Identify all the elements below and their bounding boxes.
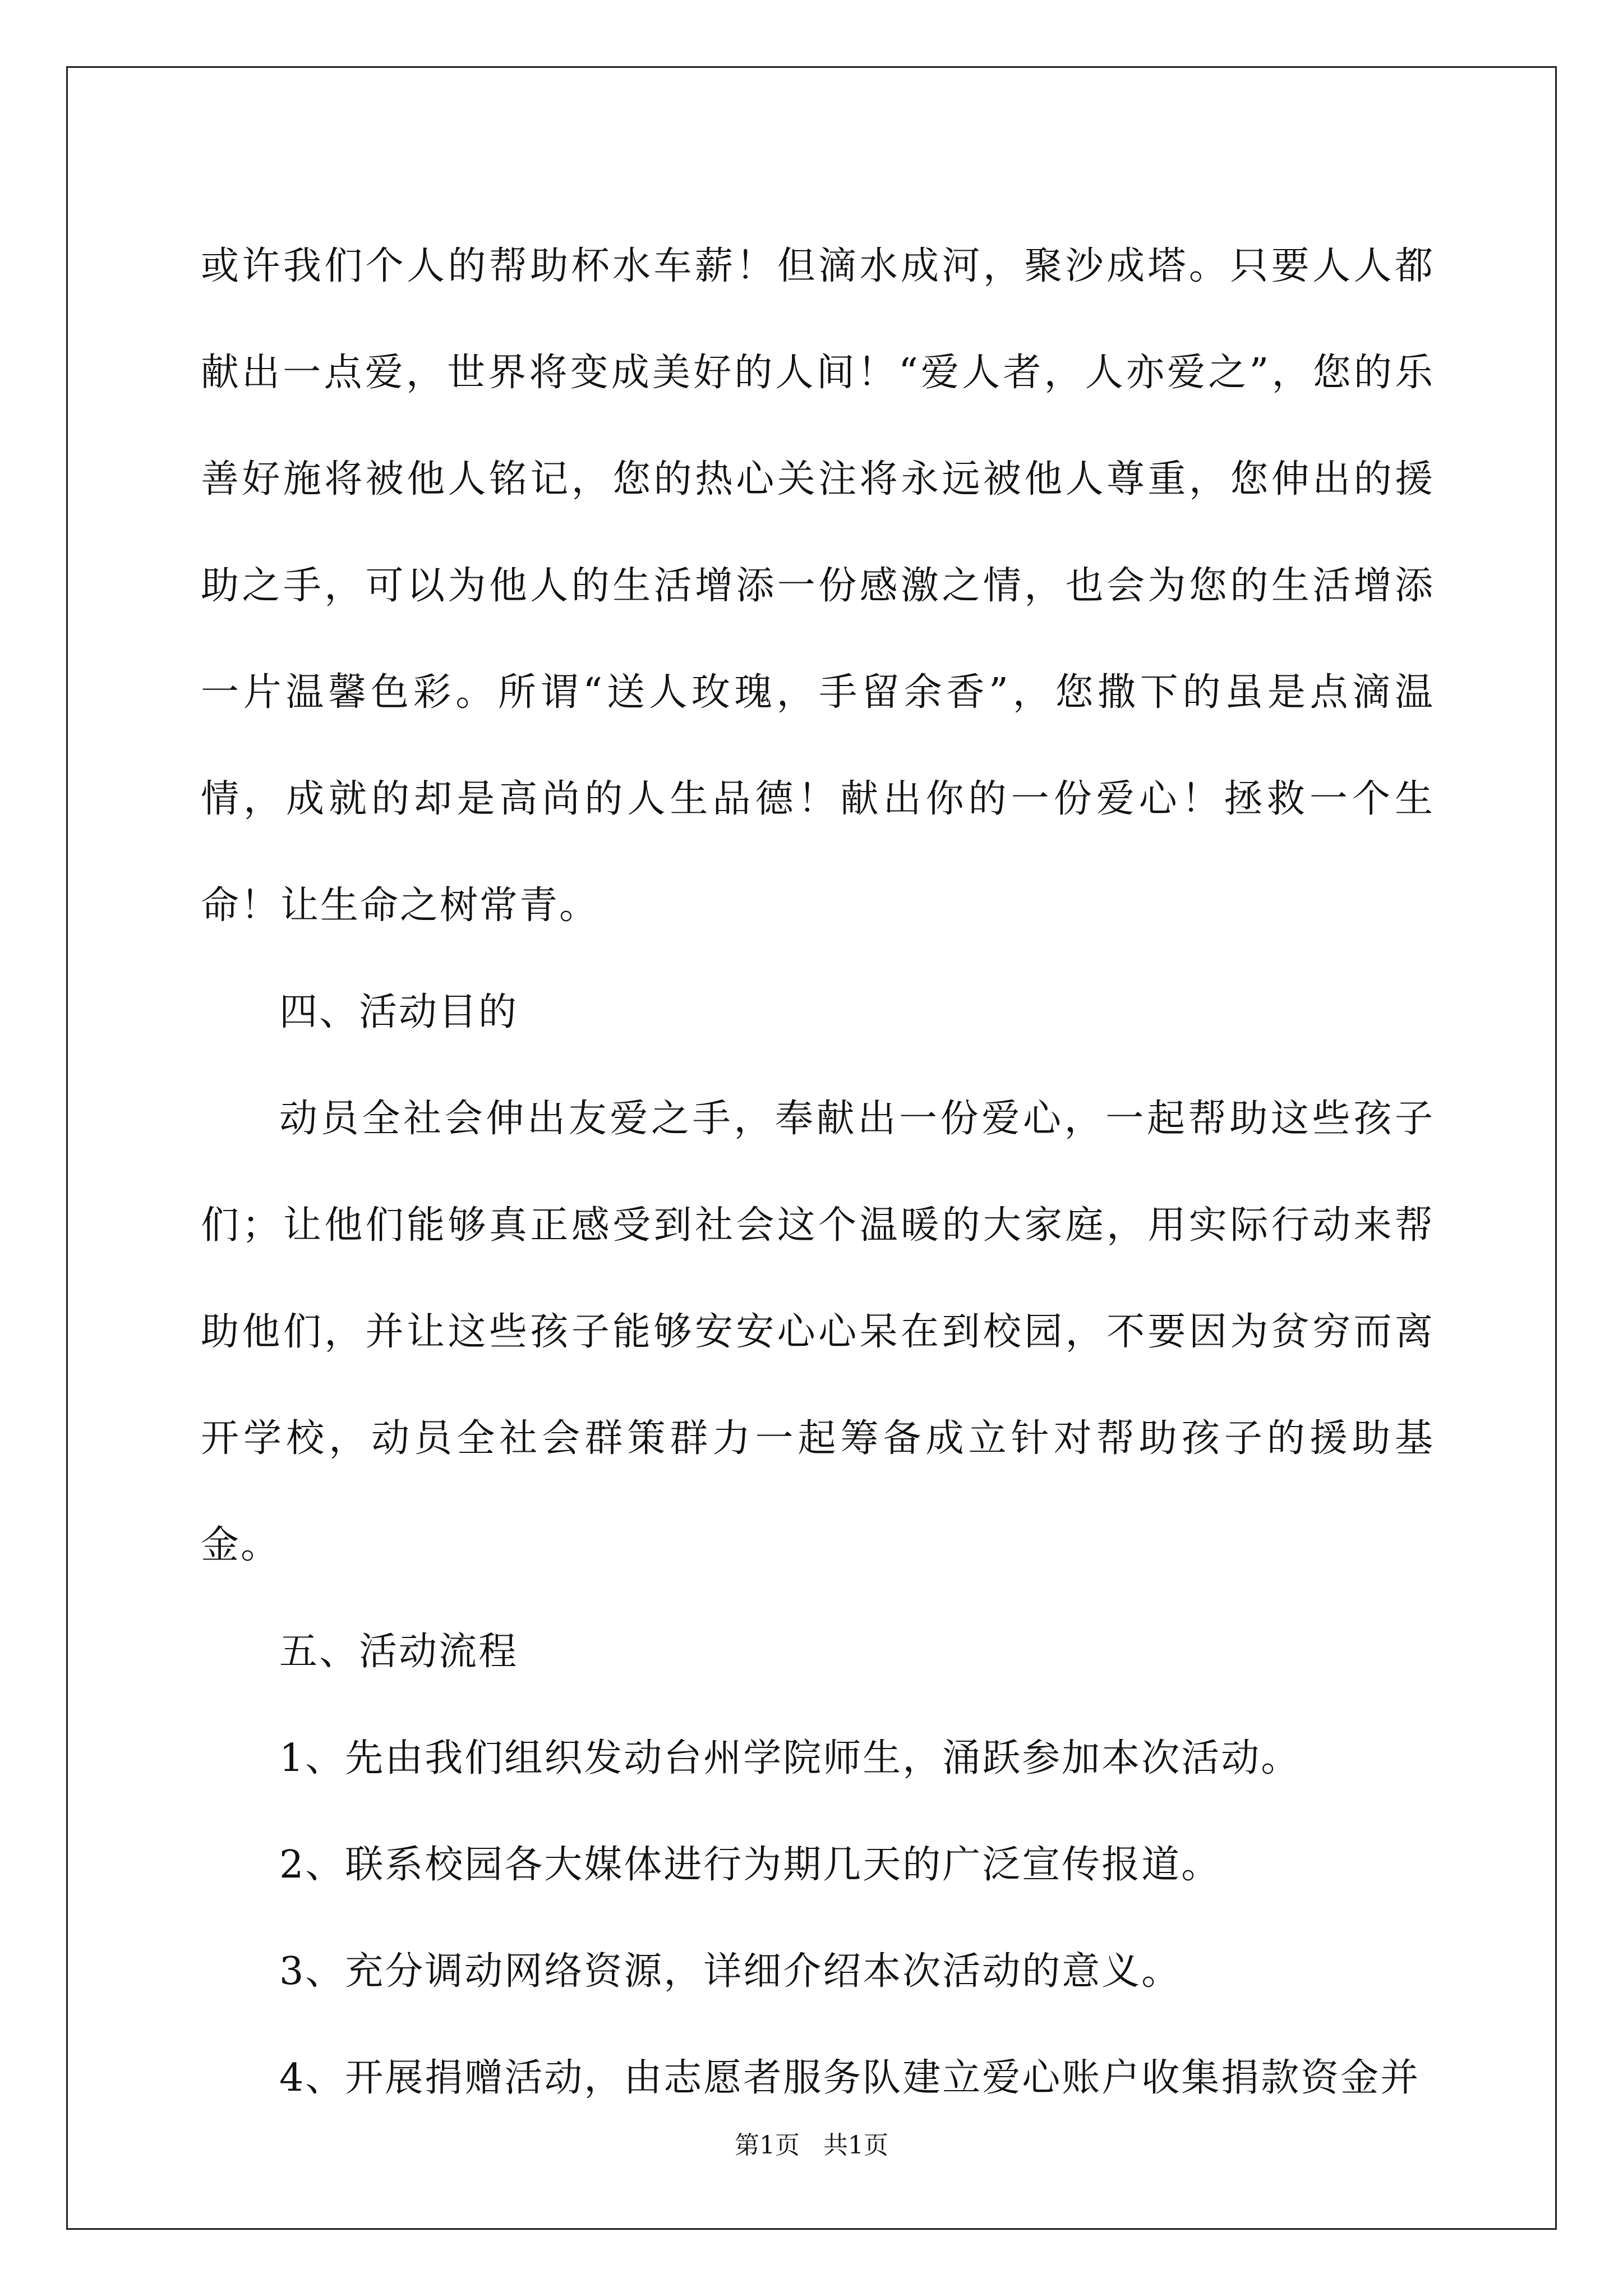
document-body: [201, 213, 1435, 2132]
process-step-1: 1、先由我们组织发动台州学院师生，涌跃参加本次活动。: [279, 1736, 1301, 1780]
page-footer: 第1页 共1页: [735, 2131, 888, 2160]
paragraph-purpose: 动员全社会伸出友爱之手，奉献出一份爱心，一起帮助这些孩子们；让他们能够真正感受到社会这个温暖的大家庭，用实际行动来帮助他们，并让这些孩子能够安安心心呆在到校园，不要因为贫穷而离开学校，动员全社会群策群力一起筹备成立针对帮助孩子的援助基金。: [201, 1097, 1435, 1567]
process-step-4: 4、开展捐赠活动，由志愿者服务队建立爱心账户收集捐款资金并: [279, 2056, 1421, 2100]
heading-activity-purpose: 四、活动目的: [279, 990, 519, 1034]
process-step-3: 3、充分调动网络资源，详细介绍本次活动的意义。: [279, 1949, 1182, 1994]
heading-activity-process: 五、活动流程: [279, 1630, 519, 1674]
process-step-2: 2、联系校园各大媒体进行为期几天的广泛宣传报道。: [279, 1843, 1221, 1887]
paragraph-appeal: 或许我们个人的帮助杯水车薪！但滴水成河，聚沙成塔。只要人人都献出一点爱，世界将变成美好的人间！“爱人者，人亦爱之”，您的乐善好施将被他人铭记，您的热心关注将永远被他人尊重，您伸出的援助之手，可以为他人的生活增添一份感激之情，也会为您的生活增添一片温馨色彩。所谓“送人玫瑰，手留余香”，您撒下的虽是点滴温情，成就的却是高尚的人生品德！献出你的一份爱心！拯救一个生命！让生命之树常青。: [201, 244, 1435, 928]
